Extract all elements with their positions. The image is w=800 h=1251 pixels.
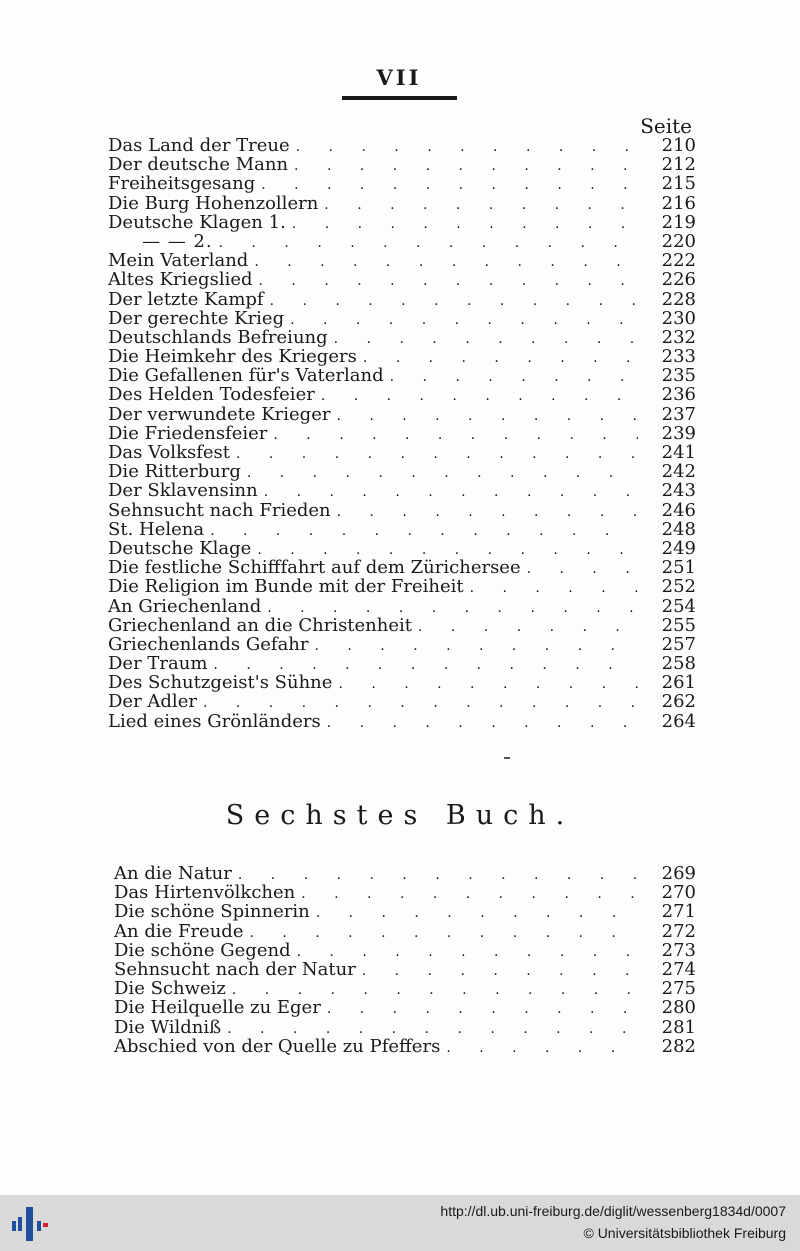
toc-entry-page: 261 bbox=[661, 672, 696, 694]
toc-entry-page: 248 bbox=[661, 518, 696, 540]
toc-entry bbox=[114, 1037, 696, 1056]
toc-entry bbox=[108, 597, 696, 616]
leader-dots bbox=[327, 1000, 638, 1019]
toc-entry-page: 243 bbox=[661, 480, 696, 502]
toc-entry bbox=[108, 654, 696, 673]
toc-entry-title: Lied eines Grönländers bbox=[108, 710, 321, 732]
leader-dots bbox=[249, 924, 638, 943]
leader-dots bbox=[247, 464, 638, 483]
toc-entry-page: 220 bbox=[661, 230, 696, 252]
toc-entry-page: 232 bbox=[661, 326, 696, 348]
toc-entry-page: 215 bbox=[661, 173, 696, 195]
toc-entry-page: 258 bbox=[661, 653, 696, 675]
toc-entry bbox=[114, 960, 696, 979]
toc-entry bbox=[108, 692, 696, 711]
toc-entry-page: 241 bbox=[661, 442, 696, 463]
toc-entry-page: 273 bbox=[661, 939, 696, 961]
toc-entry-page: 272 bbox=[661, 920, 696, 942]
toc-entry bbox=[108, 424, 696, 443]
toc-entry bbox=[108, 443, 696, 462]
toc-entry-title: Griechenlands Gefahr bbox=[108, 633, 309, 655]
leader-dots bbox=[238, 866, 638, 885]
leader-dots bbox=[290, 311, 638, 330]
toc-entry-page: 242 bbox=[661, 461, 696, 483]
toc-entry bbox=[108, 213, 696, 232]
toc-entry-page: 226 bbox=[661, 269, 696, 291]
toc-entry-title: An Griechenland bbox=[108, 595, 262, 617]
leader-dots bbox=[470, 579, 638, 598]
toc-entry bbox=[108, 232, 696, 251]
toc-entry-title: Das Land der Treue bbox=[108, 135, 290, 156]
toc-entry-title: Des Schutzgeist's Sühne bbox=[108, 672, 333, 694]
toc-entry bbox=[114, 883, 696, 902]
toc-entry-title: Der Sklavensinn bbox=[108, 480, 258, 502]
toc-entry bbox=[114, 902, 696, 921]
leader-dots bbox=[363, 349, 638, 368]
leader-dots bbox=[446, 1039, 638, 1058]
toc-entry-title: Abschied von der Quelle zu Pfeffers bbox=[114, 1035, 441, 1057]
leader-dots bbox=[337, 503, 638, 522]
leader-dots bbox=[336, 407, 638, 426]
toc-entry bbox=[114, 864, 696, 883]
leader-dots bbox=[316, 904, 638, 923]
toc-entry-title: Die Burg Hohenzollern bbox=[108, 192, 319, 214]
toc-entry-page: 274 bbox=[661, 958, 696, 980]
leader-dots bbox=[294, 157, 638, 176]
toc-entry bbox=[108, 251, 696, 270]
source-url-link[interactable]: http://dl.ub.uni-freiburg.de/diglit/wessenberg1834d/0007 bbox=[440, 1203, 786, 1219]
toc-entry bbox=[108, 712, 696, 731]
toc-entry-title: Griechenland an die Christenheit bbox=[108, 614, 413, 636]
library-logo-icon bbox=[10, 1205, 50, 1243]
toc-entry-page: 264 bbox=[661, 710, 696, 732]
toc-entry-page: 216 bbox=[661, 192, 696, 214]
toc-entry-page: 270 bbox=[661, 882, 696, 904]
leader-dots bbox=[334, 330, 638, 349]
toc-entry-page: 230 bbox=[661, 307, 696, 329]
toc-entry-page: 255 bbox=[661, 614, 696, 636]
leader-dots bbox=[273, 426, 638, 445]
toc-entry bbox=[114, 1018, 696, 1037]
toc-entry-title: Deutsche Klage bbox=[108, 537, 252, 559]
toc-entry-title: Die Heimkehr des Kriegers bbox=[108, 346, 357, 368]
toc-entry-page: 269 bbox=[661, 863, 696, 884]
toc-list-part2 bbox=[114, 864, 696, 1056]
toc-entry-title: Deutsche Klagen 1. bbox=[108, 211, 286, 233]
toc-entry-page: 228 bbox=[661, 288, 696, 310]
toc-entry-page: 249 bbox=[661, 537, 696, 559]
leader-dots bbox=[315, 637, 639, 656]
toc-entry-page: 246 bbox=[661, 499, 696, 521]
toc-entry bbox=[108, 405, 696, 424]
toc-entry-title: Die schöne Gegend bbox=[114, 939, 291, 961]
toc-entry-title: Das Hirtenvölkchen bbox=[114, 882, 296, 904]
toc-entry bbox=[114, 979, 696, 998]
toc-entry-title: Des Helden Todesfeier bbox=[108, 384, 315, 406]
copyright-text: © Universitätsbibliothek Freiburg bbox=[583, 1225, 786, 1241]
leader-dots bbox=[270, 292, 638, 311]
toc-entry-title: Sehnsucht nach Frieden bbox=[108, 499, 331, 521]
toc-entry-title: Der Adler bbox=[108, 691, 197, 713]
toc-entry-title: Die Schweiz bbox=[114, 978, 226, 1000]
leader-dots bbox=[292, 215, 638, 234]
section-heading: Sechstes Buch. bbox=[225, 800, 575, 831]
toc-entry-page: 271 bbox=[661, 901, 696, 923]
toc-entry bbox=[108, 539, 696, 558]
toc-entry-title: Sehnsucht nach der Natur bbox=[114, 958, 356, 980]
toc-entry-title: Die Wildniß bbox=[114, 1016, 222, 1038]
toc-entry bbox=[108, 616, 696, 635]
toc-entry-title: Die schöne Spinnerin bbox=[114, 901, 310, 923]
toc-entry-title: Die Ritterburg bbox=[108, 461, 241, 483]
toc-entry bbox=[108, 347, 696, 366]
toc-entry-page: 233 bbox=[661, 346, 696, 368]
leader-dots bbox=[324, 196, 638, 215]
leader-dots bbox=[390, 368, 638, 387]
seite-label: Seite bbox=[640, 114, 692, 138]
toc-entry-page: 212 bbox=[661, 154, 696, 176]
leader-dots bbox=[219, 234, 638, 253]
toc-entry-page: 219 bbox=[661, 211, 696, 233]
toc-entry-title: Die Gefallenen für's Vaterland bbox=[108, 365, 384, 387]
leader-dots bbox=[210, 522, 638, 541]
toc-entry-page: 275 bbox=[661, 978, 696, 1000]
toc-entry bbox=[108, 290, 696, 309]
toc-entry-title: Der verwundete Krieger bbox=[108, 403, 331, 425]
toc-entry-title: Deutschlands Befreiung bbox=[108, 326, 328, 348]
toc-list-part1 bbox=[108, 136, 696, 731]
toc-entry-title: Der deutsche Mann bbox=[108, 154, 289, 176]
leader-dots bbox=[296, 138, 638, 157]
toc-entry bbox=[108, 520, 696, 539]
leader-dots bbox=[338, 675, 638, 694]
footer-bar bbox=[0, 1195, 800, 1251]
leader-dots bbox=[527, 560, 638, 579]
toc-entry-page: 237 bbox=[661, 403, 696, 425]
toc-entry-page: 235 bbox=[661, 365, 696, 387]
toc-entry-page: 257 bbox=[661, 633, 696, 655]
toc-entry-page: 254 bbox=[661, 595, 696, 617]
toc-entry-title: — — 2. bbox=[142, 230, 213, 252]
page-number: VII bbox=[376, 65, 422, 90]
toc-entry bbox=[108, 385, 696, 404]
toc-entry bbox=[108, 635, 696, 654]
leader-dots bbox=[254, 253, 638, 272]
toc-entry bbox=[108, 366, 696, 385]
toc-entry-title: St. Helena bbox=[108, 518, 205, 540]
toc-entry bbox=[108, 577, 696, 596]
toc-entry-title: Mein Vaterland bbox=[108, 250, 249, 272]
toc-entry bbox=[114, 998, 696, 1017]
toc-entry bbox=[108, 136, 696, 155]
toc-entry-title: Die Religion im Bunde mit der Freiheit bbox=[108, 576, 464, 598]
toc-entry-page: 262 bbox=[661, 691, 696, 713]
toc-entry bbox=[108, 155, 696, 174]
toc-entry bbox=[108, 501, 696, 520]
leader-dots bbox=[236, 445, 638, 464]
ink-mark bbox=[504, 757, 510, 759]
toc-entry-page: 239 bbox=[661, 422, 696, 444]
toc-entry-title: An die Freude bbox=[114, 920, 244, 942]
toc-entry bbox=[108, 481, 696, 500]
toc-entry-page: 210 bbox=[661, 135, 696, 156]
toc-entry bbox=[108, 673, 696, 692]
toc-entry-title: Die festliche Schifffahrt auf dem Zürichersee bbox=[108, 557, 521, 579]
toc-entry-page: 222 bbox=[661, 250, 696, 272]
leader-dots bbox=[327, 714, 638, 733]
toc-entry-page: 281 bbox=[661, 1016, 696, 1038]
leader-dots bbox=[259, 272, 638, 291]
toc-entry bbox=[108, 194, 696, 213]
toc-entry bbox=[114, 922, 696, 941]
toc-entry-title: An die Natur bbox=[114, 863, 232, 884]
toc-entry-title: Die Heilquelle zu Eger bbox=[114, 997, 321, 1019]
toc-entry bbox=[108, 462, 696, 481]
toc-entry-title: Das Volksfest bbox=[108, 442, 230, 463]
header-rule bbox=[342, 96, 457, 100]
toc-entry-title: Der gerechte Krieg bbox=[108, 307, 285, 329]
toc-entry bbox=[108, 270, 696, 289]
toc-entry-title: Altes Kriegslied bbox=[108, 269, 253, 291]
toc-entry bbox=[108, 309, 696, 328]
toc-entry bbox=[108, 174, 696, 193]
leader-dots bbox=[301, 885, 638, 904]
toc-entry-page: 252 bbox=[661, 576, 696, 598]
toc-entry-title: Der Traum bbox=[108, 653, 208, 675]
toc-entry bbox=[108, 558, 696, 577]
toc-entry-page: 282 bbox=[661, 1035, 696, 1057]
leader-dots bbox=[418, 618, 638, 637]
toc-entry-title: Freiheitsgesang bbox=[108, 173, 256, 195]
toc-entry-page: 280 bbox=[661, 997, 696, 1019]
toc-entry-page: 236 bbox=[661, 384, 696, 406]
toc-entry-title: Der letzte Kampf bbox=[108, 288, 264, 310]
leader-dots bbox=[321, 387, 638, 406]
toc-entry-page: 251 bbox=[661, 557, 696, 579]
toc-entry bbox=[108, 328, 696, 347]
toc-entry-title: Die Friedensfeier bbox=[108, 422, 268, 444]
toc-entry bbox=[114, 941, 696, 960]
leader-dots bbox=[362, 962, 638, 981]
